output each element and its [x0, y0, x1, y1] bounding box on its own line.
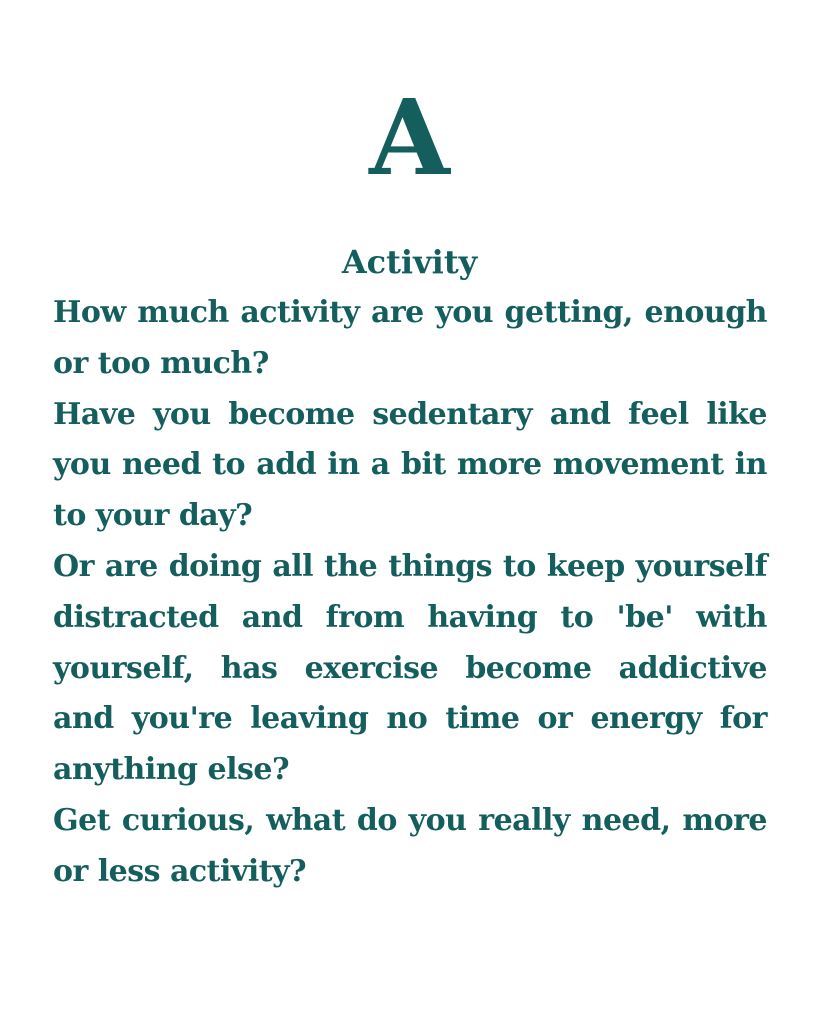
paragraph-2: Have you become sedentary and feel like you need to add in a bit more movement in to your day?	[53, 396, 767, 534]
paragraph-1: How much activity are you getting, enough or too much?	[53, 295, 767, 381]
title-letter: A	[369, 76, 450, 199]
section-heading: Activity	[341, 243, 478, 281]
paragraph-3: Or are doing all the things to keep yourself distracted and from having to 'be' with yourself, has exercise become addictive and you're leaving no time or energy for anything else?	[53, 548, 767, 788]
body-text	[53, 288, 767, 898]
paragraph-4: Get curious, what do you really need, more or less activity?	[53, 802, 767, 889]
